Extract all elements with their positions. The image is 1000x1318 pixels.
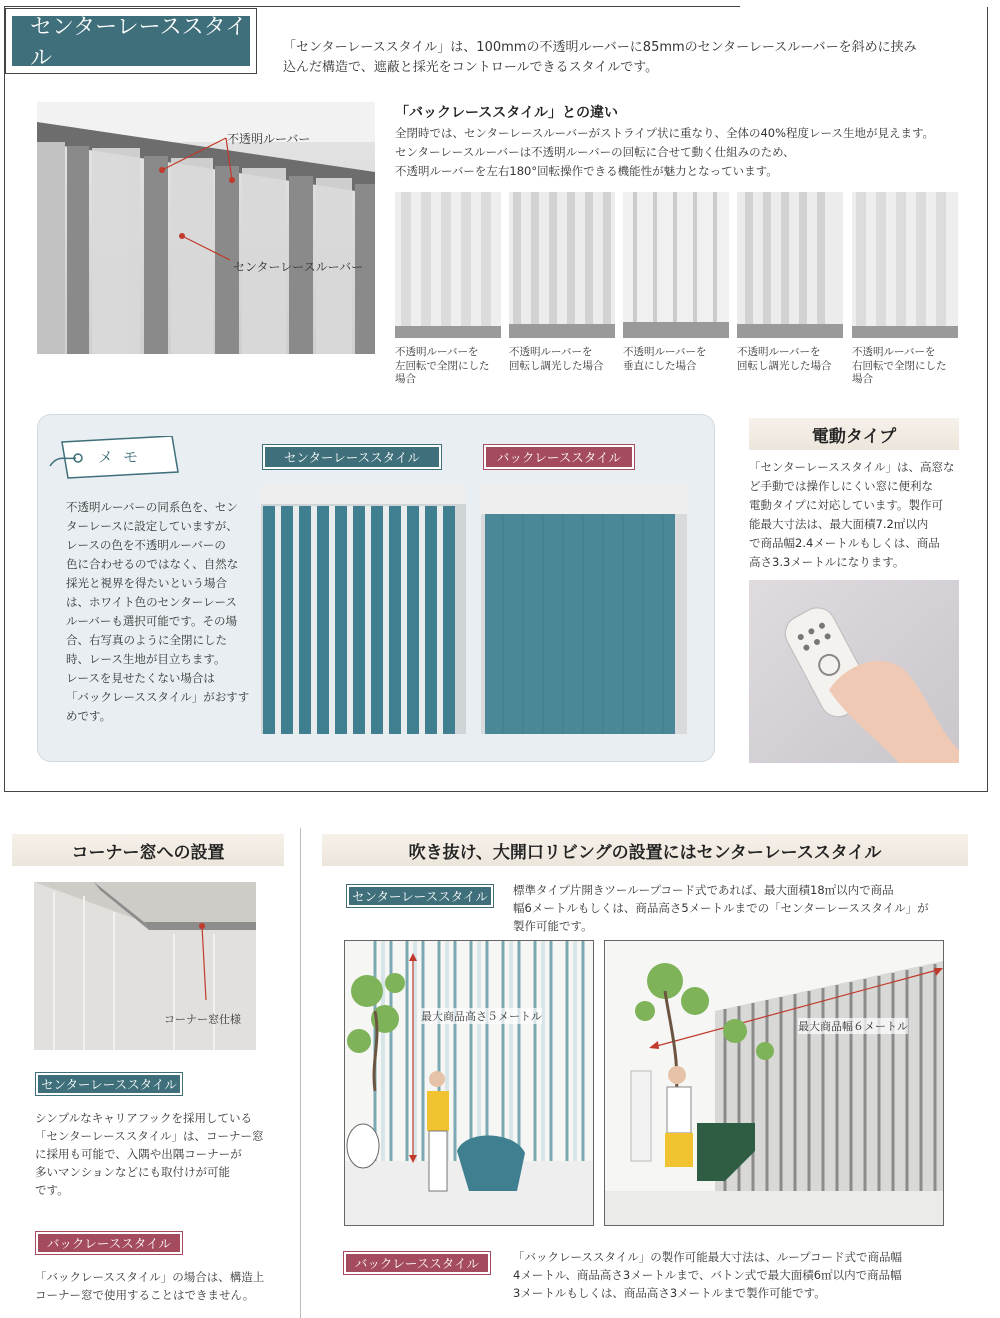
atrium-tag-back-lace: バックレーススタイル <box>344 1252 490 1274</box>
step-photo-1-drawing <box>395 192 501 338</box>
atrium-back-line: 「バックレーススタイル」の製作可能最大寸法は、ループコード式で商品幅 <box>513 1250 903 1264</box>
frame-gap <box>740 0 990 7</box>
corner-center-line: です。 <box>35 1183 69 1197</box>
electric-line: で商品幅2.4メートルもしくは、商品 <box>749 536 940 550</box>
atrium-tag-center-lace: センターレーススタイル <box>347 885 493 907</box>
step-photo-5 <box>852 192 958 338</box>
caption-line: 右回転で全閉にした <box>852 359 947 372</box>
memo-line: ルーバーも選択可能です。その場 <box>66 614 238 628</box>
step-caption-3 <box>623 346 731 373</box>
difference-text <box>395 124 975 181</box>
memo-line: 合、右写真のように全閉にした <box>66 633 227 647</box>
atrium-center-text <box>513 881 963 935</box>
electric-line: 能最大寸法は、最大面積7.2㎡以内 <box>749 517 929 531</box>
step-photo-4 <box>737 192 843 338</box>
step-photo-5-drawing <box>852 192 958 338</box>
electric-heading: 電動タイプ <box>749 418 959 450</box>
electric-line: 電動タイプに対応しています。製作可 <box>749 498 944 512</box>
difference-line: センターレースルーバーは不透明ルーバーの回転に合せて動く仕組みのため、 <box>395 145 795 159</box>
step-photo-1 <box>395 192 501 338</box>
electric-line: 高さ3.3メートルになります。 <box>749 555 905 569</box>
corner-back-text <box>35 1268 285 1304</box>
caption-line: 不透明ルーバーを <box>623 346 707 358</box>
caption-line: 不透明ルーバーを <box>852 346 936 358</box>
step-caption-4 <box>737 346 845 373</box>
step-photo-2 <box>509 192 615 338</box>
memo-line: レースを見せたくない場合は <box>66 671 215 685</box>
corner-back-line: 「バックレーススタイル」の場合は、構造上 <box>35 1270 265 1284</box>
caption-line: 不透明ルーバーを <box>395 346 479 358</box>
atrium-center-line: 標準タイプ片開きツーループコード式であれば、最大面積18㎡以内で商品 <box>513 883 894 897</box>
caption-line: 場合 <box>852 373 873 385</box>
corner-back-line: コーナー窓で使用することはできません。 <box>35 1288 255 1302</box>
step-caption-5 <box>852 346 960 387</box>
bottom-divider <box>300 828 301 1318</box>
corner-center-line: 「センターレーススタイル」は、コーナー窓 <box>35 1129 264 1143</box>
step-caption-1 <box>395 346 503 387</box>
photo-callout-lines <box>150 132 370 282</box>
memo-tag-back-lace: バックレーススタイル <box>484 445 634 469</box>
intro-text <box>283 38 983 78</box>
tall-window-illustration <box>344 940 594 1226</box>
step-photo-3-drawing <box>623 192 729 338</box>
intro-line: 「センターレーススタイル」は、100mmの不透明ルーバーに85mmのセンターレースルーバーを斜めに挟み <box>283 40 917 55</box>
memo-text <box>66 498 256 726</box>
back-lace-photo-drawing <box>481 484 687 734</box>
tall-window-drawing <box>345 941 593 1225</box>
memo-line: 採光と視界を得たいという場合 <box>66 576 227 590</box>
corner-tag-back-lace: バックレーススタイル <box>36 1232 182 1254</box>
corner-center-line: に採用も可能で、入隅や出隅コーナーが <box>35 1147 242 1161</box>
opaque-louver-label: 不透明ルーバー <box>227 132 311 146</box>
difference-line: 不透明ルーバーを左右180°回転操作できる機能性が魅力となっています。 <box>395 164 778 178</box>
atrium-center-line: 製作可能です。 <box>513 919 593 933</box>
max-height-label: 最大商品高さ５メートル <box>421 1010 542 1023</box>
wide-window-drawing <box>605 941 943 1225</box>
caption-line: 回転し調光した場合 <box>509 359 604 372</box>
memo-label: メモ <box>98 448 149 466</box>
caption-line: 不透明ルーバーを <box>509 346 593 358</box>
memo-line: 不透明ルーバーの同系色を、セン <box>66 500 238 514</box>
memo-line: 「バックレーススタイル」がおすす <box>66 690 250 704</box>
memo-line: レースの色を不透明ルーバーの <box>66 538 226 552</box>
memo-line: 色に合わせるのではなく、自然な <box>66 557 239 571</box>
atrium-heading: 吹き抜け、大開口リビングの設置にはセンターレーススタイル <box>322 834 968 866</box>
corner-center-line: シンプルなキャリアフックを採用している <box>35 1111 252 1125</box>
center-lace-photo <box>261 484 466 734</box>
max-width-label: 最大商品幅６メートル <box>798 1020 908 1033</box>
difference-heading: 「バックレーススタイル」との違い <box>395 105 619 121</box>
memo-line: は、ホワイト色のセンターレース <box>66 595 237 609</box>
corner-photo-label: コーナー窓仕様 <box>164 1013 241 1026</box>
caption-line: 回転し調光した場合 <box>737 359 832 372</box>
remote-photo-drawing <box>749 580 959 763</box>
memo-tag-center-lace: センターレーススタイル <box>263 445 441 469</box>
step-photo-3 <box>623 192 729 338</box>
difference-line: 全閉時では、センターレースルーバーがストライプ状に重なり、全体の40%程度レース生地が見えます。 <box>395 126 935 140</box>
caption-line: 場合 <box>395 373 416 385</box>
caption-line: 垂直にした場合 <box>623 359 697 372</box>
memo-line: 時、レース生地が目立ちます。 <box>66 652 226 666</box>
intro-line: 込んだ構造で、遮蔽と採光をコントロールできるスタイルです。 <box>283 60 659 75</box>
electric-text <box>749 458 964 572</box>
step-caption-2 <box>509 346 617 373</box>
back-lace-photo <box>481 484 687 734</box>
wide-window-illustration <box>604 940 944 1226</box>
atrium-back-text <box>513 1248 968 1302</box>
corner-center-line: 多いマンションなどにも取付けが可能 <box>35 1165 230 1179</box>
electric-line: 「センターレーススタイル」は、高窓な <box>749 460 955 474</box>
corner-heading: コーナー窓への設置 <box>12 834 284 866</box>
center-lace-photo-drawing <box>261 484 466 734</box>
atrium-center-line: 幅6メートルもしくは、商品高さ5メートルまでの「センターレーススタイル」が <box>513 901 929 915</box>
atrium-back-line: 4メートル、商品高さ3メートルまで、バトン式で最大面積6㎡以内で商品幅 <box>513 1268 902 1282</box>
corner-tag-center-lace: センターレーススタイル <box>36 1073 182 1095</box>
memo-line: めです。 <box>66 709 112 723</box>
corner-center-text <box>35 1109 285 1199</box>
memo-line: ターレースに設定していますが、 <box>66 519 238 533</box>
remote-photo <box>749 580 959 763</box>
section-title: センターレーススタイル <box>12 16 250 66</box>
step-photo-2-drawing <box>509 192 615 338</box>
step-photo-4-drawing <box>737 192 843 338</box>
atrium-back-line: 3メートルもしくは、商品高さ3メートルまで製作可能です。 <box>513 1286 826 1300</box>
lace-louver-label: センターレースルーバー <box>233 260 364 274</box>
caption-line: 不透明ルーバーを <box>737 346 821 358</box>
caption-line: 左回転で全閉にした <box>395 359 490 372</box>
electric-line: ど手動では操作しにくい窓に便利な <box>749 479 933 493</box>
